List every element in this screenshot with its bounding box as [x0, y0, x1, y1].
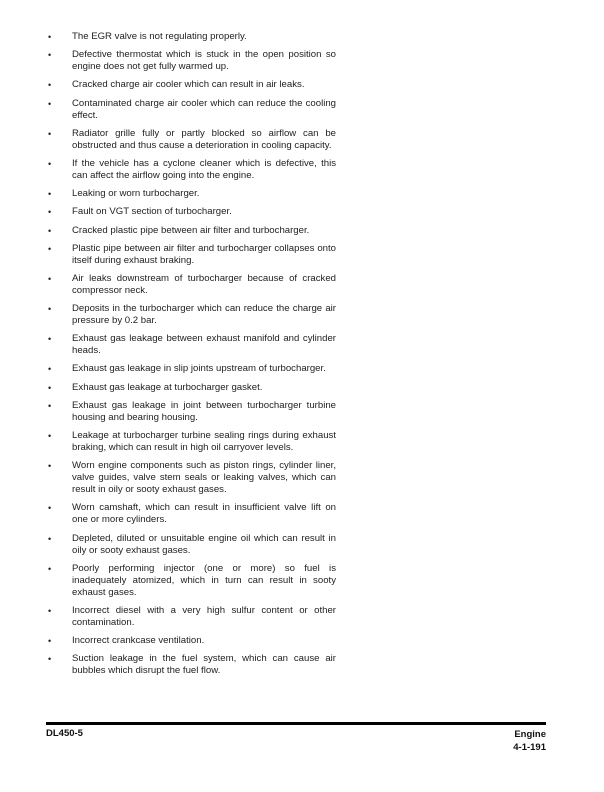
list-item [46, 533, 336, 557]
bullet-icon: • [48, 605, 52, 616]
item-text: Depleted, diluted or unsuitable engine oil which can result in oily or sooty exhaust gases. [72, 532, 336, 556]
bullet-icon: • [48, 225, 52, 236]
bullet-icon: • [48, 189, 52, 200]
item-text: Incorrect diesel with a very high sulfur content or other contamination. [72, 604, 336, 628]
item-text: Suction leakage in the fuel system, which can cause air bubbles which disrupt the fuel flow. [72, 653, 336, 677]
list-item [46, 605, 336, 629]
footer-page-info [513, 728, 546, 754]
list-item [46, 303, 336, 327]
item-text: Leaking or worn turbocharger. [72, 188, 200, 200]
footer-section: Engine [514, 729, 546, 740]
list-item [46, 273, 336, 297]
bullet-icon: • [48, 128, 52, 139]
item-text: Air leaks downstream of turbocharger because of cracked compressor neck. [72, 272, 336, 296]
list-item [46, 653, 336, 677]
item-text: If the vehicle has a cyclone cleaner which is defective, this can affect the airflow going into the engine. [72, 157, 336, 181]
bullet-icon: • [48, 80, 52, 91]
item-text: Deposits in the turbocharger which can reduce the charge air pressure by 0.2 bar. [72, 303, 336, 327]
list-item [46, 430, 336, 454]
item-text: Cracked charge air cooler which can result in air leaks. [72, 79, 305, 91]
list-item [46, 400, 336, 424]
bullet-icon: • [48, 50, 52, 61]
item-text: Fault on VGT section of turbocharger. [72, 206, 232, 218]
bullet-icon: • [48, 431, 52, 441]
list-item [46, 158, 336, 182]
list-item [46, 382, 336, 394]
list-item [46, 206, 336, 218]
item-text: Worn engine components such as piston rings, cylinder liner, valve guides, valve stem seals or leaking valves, which can result in oily or sooty exhaust gases. [72, 460, 336, 496]
item-text: Worn camshaft, which can result in insufficient valve lift on one or more cylinders. [72, 502, 336, 526]
item-text: Contaminated charge air cooler which can reduce the cooling effect. [72, 97, 336, 121]
bullet-icon: • [48, 400, 52, 411]
item-text: Exhaust gas leakage at turbocharger gasket. [72, 381, 263, 393]
bullet-icon: • [48, 503, 52, 514]
footer-divider [46, 722, 546, 725]
list-item [46, 79, 336, 91]
list-item [46, 363, 336, 375]
list-item [46, 333, 336, 357]
bullet-icon: • [48, 304, 52, 315]
bullet-icon: • [48, 461, 52, 472]
list-item [46, 563, 336, 599]
footer-model: DL450-5 [46, 728, 83, 739]
list-item [46, 460, 336, 496]
bullet-icon: • [48, 364, 52, 375]
bullet-icon: • [48, 382, 52, 393]
list-item [46, 635, 336, 647]
bullet-icon: • [48, 158, 52, 169]
list-item [46, 98, 336, 122]
list-item [46, 31, 336, 43]
list-item [46, 243, 336, 267]
item-text: Incorrect crankcase ventilation. [72, 635, 205, 647]
bullet-icon: • [48, 273, 52, 284]
cause-list [46, 31, 336, 684]
bullet-icon: • [48, 207, 52, 218]
item-text: Exhaust gas leakage in slip joints upstream of turbocharger. [72, 363, 326, 375]
list-item [46, 128, 336, 152]
bullet-icon: • [48, 98, 52, 109]
bullet-icon: • [48, 654, 52, 665]
bullet-icon: • [48, 636, 52, 647]
list-item [46, 188, 336, 200]
footer-page-number: 4-1-191 [513, 742, 546, 753]
item-text: Radiator grille fully or partly blocked so airflow can be obstructed and thus cause a deterioration in cooling capacity. [72, 127, 336, 151]
list-item [46, 225, 336, 237]
list-item [46, 49, 336, 73]
item-text: Leakage at turbocharger turbine sealing rings during exhaust braking, which can result in high oil carryover levels. [72, 430, 336, 453]
item-text: Exhaust gas leakage in joint between turbocharger turbine housing and bearing housing. [72, 399, 336, 423]
bullet-icon: • [48, 243, 52, 254]
item-text: The EGR valve is not regulating properly. [72, 31, 247, 42]
item-text: Plastic pipe between air filter and turbocharger collapses onto itself during exhaust braking. [72, 242, 336, 266]
list-item [46, 502, 336, 526]
bullet-icon: • [48, 32, 52, 42]
item-text: Cracked plastic pipe between air filter and turbocharger. [72, 224, 310, 236]
item-text: Exhaust gas leakage between exhaust manifold and cylinder heads. [72, 333, 336, 357]
bullet-icon: • [48, 533, 52, 544]
item-text: Poorly performing injector (one or more) so fuel is inadequately atomized, which in turn can result in sooty exhaust gases. [72, 562, 336, 598]
bullet-icon: • [48, 334, 52, 345]
bullet-icon: • [48, 563, 52, 574]
item-text: Defective thermostat which is stuck in the open position so engine does not get fully warmed up. [72, 49, 336, 73]
